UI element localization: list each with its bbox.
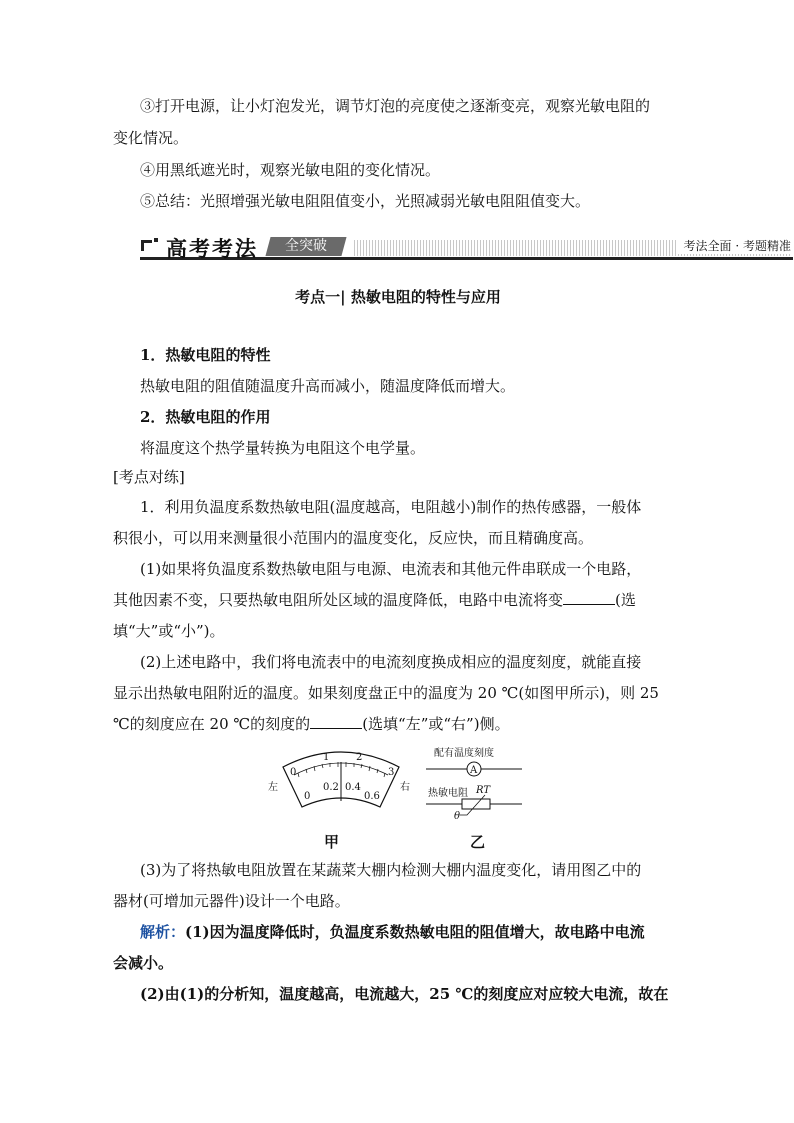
corner-mark-icon — [141, 240, 152, 251]
banner-right-text: 考法全面 · 考题精准 — [678, 238, 791, 254]
dial-left-label: 左 — [268, 782, 278, 793]
item1-text: 热敏电阻的阻值随温度升高而减小，随温度降低而增大。 — [140, 377, 516, 395]
outer-scale-0: 0 — [290, 767, 297, 778]
q1a-line2 — [113, 589, 683, 611]
q1b-line3-text: ℃的刻度应在 20 ℃的刻度的 — [113, 715, 311, 733]
ammeter-symbol: A — [470, 765, 478, 776]
thermistor-symbol: RT — [476, 785, 491, 796]
item2-title: 2．热敏电阻的作用 — [140, 408, 271, 426]
dial-right-label: 右 — [400, 782, 410, 793]
solution-line1-text: (1)因为温度降低时，负温度系数热敏电阻的阻值增大，故电路中电流 — [185, 923, 645, 941]
q1b-line3-tail: (选填“左”或“右”)侧。 — [362, 715, 510, 733]
components — [426, 746, 522, 822]
meter-label: 配有温度刻度 — [434, 748, 494, 759]
q1-line2: 积很小，可以用来测量很小范围内的温度变化，反应快，而且精确度高。 — [113, 529, 594, 547]
solution-line2: 会减小。 — [113, 954, 174, 972]
section-banner — [140, 236, 793, 260]
item2-text: 将温度这个热学量转换为电阻这个电学量。 — [140, 439, 426, 457]
caption-b: 乙 — [470, 833, 486, 851]
inner-scale-3: 0.6 — [364, 791, 380, 802]
step5: ⑤总结：光照增强光敏电阻阻值变小，光照减弱光敏电阻阻值变大。 — [140, 192, 591, 210]
dot-icon — [154, 238, 158, 242]
q1b-line1: (2)上述电路中，我们将电流表中的电流刻度换成相应的温度刻度，就能直接 — [140, 653, 642, 671]
item1-title: 1．热敏电阻的特性 — [140, 346, 271, 364]
q1a-line2-text: 其他因素不变，只要热敏电阻所处区域的温度降低，电路中电流将变 — [113, 591, 564, 609]
q1a-line3: 填“大”或“小”)。 — [113, 622, 225, 640]
thermistor-icon — [462, 799, 490, 809]
thermistor-label: 热敏电阻 — [428, 788, 468, 799]
outer-scale-3: 3 — [388, 767, 395, 778]
section-heading: 考点一| 热敏电阻的特性与应用 — [295, 288, 501, 306]
step3-line1: ③打开电源，让小灯泡发光，调节灯泡的亮度使之逐渐变亮，观察光敏电阻的 — [140, 97, 651, 115]
step3-line2: 变化情况。 — [113, 129, 189, 147]
outer-scale-1: 1 — [323, 752, 330, 763]
answer-blank — [310, 714, 362, 729]
q1a-line2-tail: (选 — [615, 591, 636, 609]
caption-a: 甲 — [324, 833, 340, 851]
q1-line1: 1．利用负温度系数热敏电阻(温度越高，电阻越小)制作的热传感器，一般体 — [140, 498, 642, 516]
practice-label: [考点对练] — [113, 468, 185, 486]
q1b-line2: 显示出热敏电阻附近的温度。如果刻度盘正中的温度为 20 ℃(如图甲所示)，则 25 — [113, 684, 659, 702]
banner-tag-label: 全突破 — [285, 238, 327, 254]
q1c-line1: (3)为了将热敏电阻放置在某蔬菜大棚内检测大棚内温度变化，请用图乙中的 — [140, 861, 642, 879]
outer-scale-2: 2 — [356, 752, 363, 763]
banner-title: 高考考法 — [166, 237, 258, 261]
banner-tag — [265, 237, 346, 256]
q1c-line2: 器材(可增加元器件)设计一个电路。 — [113, 892, 350, 910]
q1b-line3 — [113, 713, 683, 735]
step4: ④用黑纸遮光时，观察光敏电阻的变化情况。 — [140, 161, 441, 179]
answer-blank — [563, 590, 615, 605]
theta-symbol: θ — [454, 811, 461, 822]
q1a-line1: (1)如果将负温度系数热敏电阻与电源、电流表和其他元件串联成一个电路， — [140, 560, 642, 578]
inner-scale-1: 0.2 — [323, 782, 339, 793]
inner-scale-0: 0 — [304, 791, 311, 802]
meter-dial — [268, 752, 410, 807]
figure — [268, 745, 558, 855]
solution-line3: (2)由(1)的分析知，温度越高，电流越大，25 ℃的刻度应对应较大电流，故在 — [140, 985, 669, 1003]
solution-label: 解析： — [140, 923, 186, 941]
solution-line1 — [140, 921, 710, 943]
inner-scale-2: 0.4 — [345, 782, 361, 793]
figure-svg — [268, 745, 558, 835]
